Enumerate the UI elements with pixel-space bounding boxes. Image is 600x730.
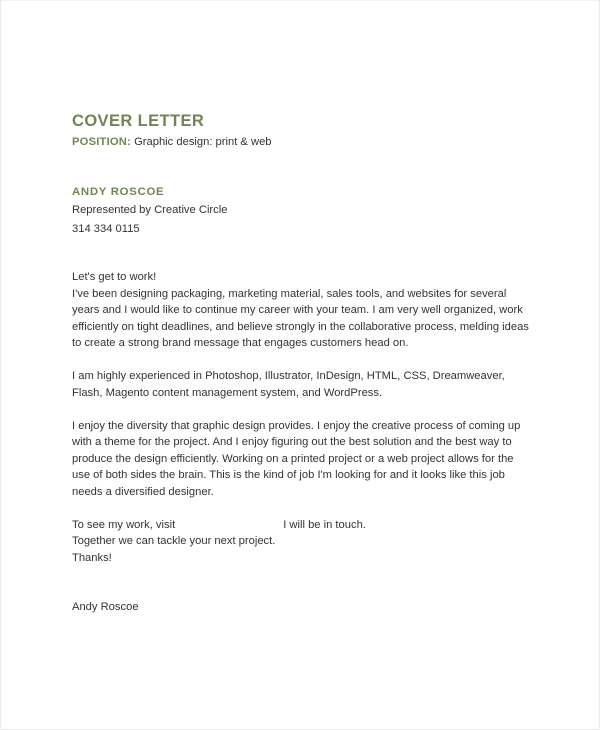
body-paragraph-3: I enjoy the diversity that graphic design provides. I enjoy the creative process of coming up with a theme for the project. And I enjoy figuring out the best solution and the best way to produce the design efficiently. Working on a printed project or a web project allows for the use of both sides the brain. This is the kind of job I'm looking for and it looks like this job needs a diversified designer. (72, 419, 521, 498)
letter-content (72, 112, 532, 616)
position-value: Graphic design: print & web (134, 136, 272, 148)
closing-line-two: Together we can tackle your next project. (72, 535, 276, 547)
contact-block (72, 184, 532, 237)
phone-number: 314 334 0115 (72, 222, 140, 235)
visit-suffix: I will be in touch. (283, 518, 366, 531)
signature: Andy Roscoe (72, 601, 139, 613)
salutation: Let's get to work! (72, 271, 157, 283)
representation-line: Represented by Creative Circle (72, 204, 228, 216)
page-title: COVER LETTER (72, 112, 205, 130)
title-block (72, 112, 532, 150)
body-paragraph-1: I've been designing packaging, marketing material, sales tools, and websites for several years and I would like to continue my career with your team. I am very well organized, work efficiently on tight deadlines, and believe strongly in the collaborative process, melding ideas to create a strong brand message that engages customers head on. (72, 287, 529, 349)
closing-block (72, 517, 532, 567)
letter-body (72, 269, 532, 616)
applicant-name: ANDY ROSCOE (72, 186, 165, 198)
body-paragraph-2: I am highly experienced in Photoshop, Illustrator, InDesign, HTML, CSS, Dreamweaver, Flash, Magento content management system, and WordPress. (72, 370, 505, 399)
position-label: POSITION: (72, 136, 131, 148)
closing-line-three: Thanks! (72, 551, 112, 564)
closing-line-visit (72, 517, 532, 534)
visit-prefix: To see my work, visit (72, 518, 176, 531)
position-line (72, 134, 532, 150)
